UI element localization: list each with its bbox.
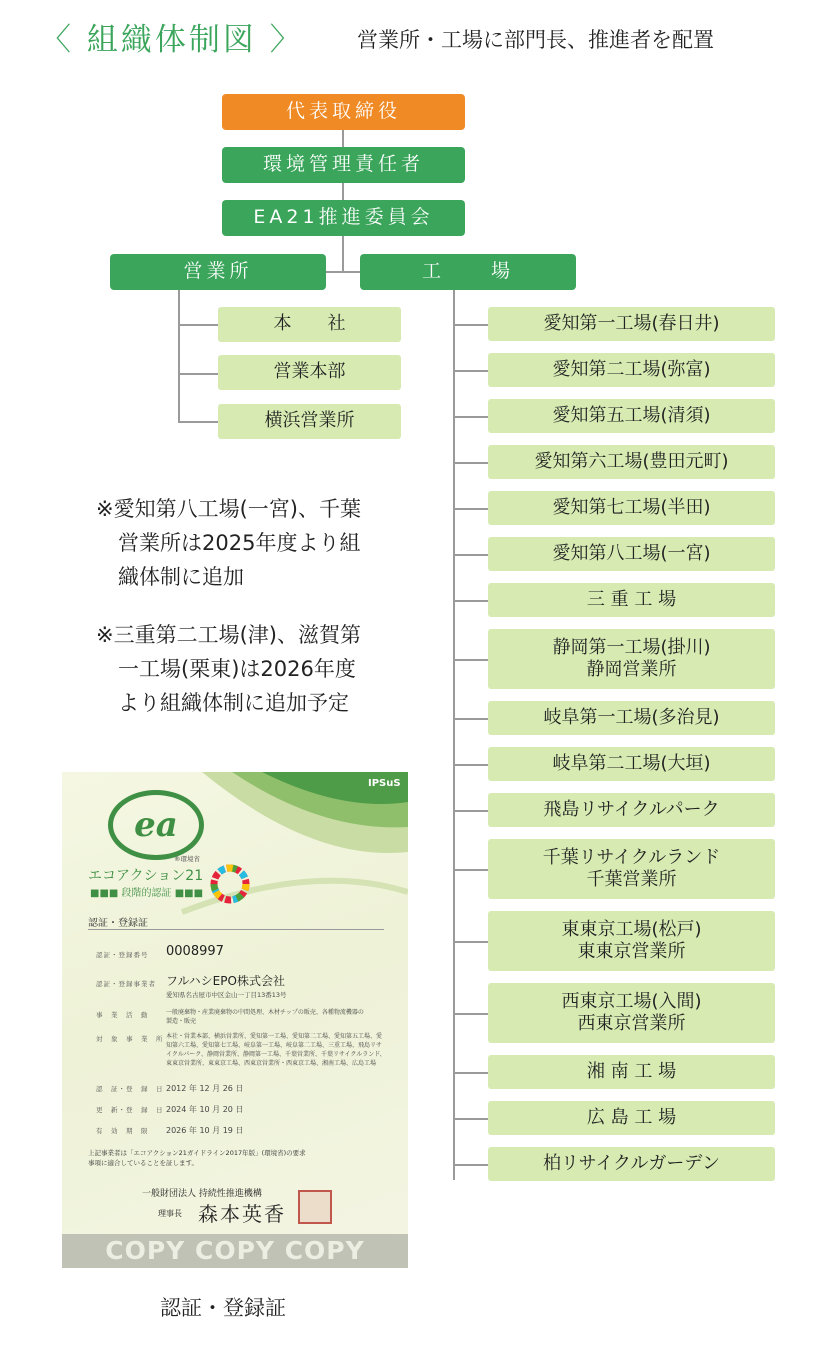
node-factory-item [488, 701, 775, 735]
node-sales-item [218, 404, 401, 439]
certificate-title: 認証・登録証 [88, 918, 148, 929]
connector-factory-tick [453, 370, 488, 372]
connector-sales-trunk [178, 290, 180, 422]
node-label: 愛知第五工場(清須) [552, 404, 711, 426]
connector-factory-tick [453, 554, 488, 556]
note-1 [96, 492, 361, 594]
field-value: フルハシEPO株式会社 [166, 974, 285, 988]
node-sales-item [218, 355, 401, 390]
node-factory-item [488, 1101, 775, 1135]
connector-factory-tick [453, 1072, 488, 1074]
field-value: 一般廃棄物・産業廃棄物の中間処理、木材チップの販売、各種物流機器の製造・販売 [166, 1009, 364, 1025]
stage-label: ■■■ 段階的認証 ■■■ [90, 888, 204, 899]
node-label: 三 重 工 場 [586, 588, 677, 610]
connector-branch-join [326, 271, 360, 273]
node-label: 代表取締役 [285, 100, 401, 123]
note-line: ※愛知第八工場(一宮)、千葉 [96, 497, 361, 521]
field-value: 愛知県名古屋市中区金山一丁目13番13号 [166, 991, 287, 999]
node-label: 工 場 [421, 260, 514, 283]
node-label: 東東京工場(松戸) [561, 918, 702, 940]
field-label: 認証・登録番号 [96, 951, 149, 959]
node-sales-branch [110, 254, 326, 290]
field-label: 事 業 活 動 [96, 1011, 149, 1019]
connector-factory-tick [453, 1013, 488, 1015]
note-line: 織体制に追加 [118, 565, 244, 589]
node-environmental-manager [222, 147, 465, 183]
node-factory-item [488, 491, 775, 525]
connector-factory-tick [453, 718, 488, 720]
connector-factory-tick [453, 600, 488, 602]
note-line: より組織体制に追加予定 [118, 691, 349, 715]
field-value: 0008997 [166, 944, 224, 959]
node-factory-item [488, 629, 775, 689]
field-label: 認証・登録事業者 [96, 980, 156, 988]
connector-factory-tick [453, 869, 488, 871]
connector-sales-h3 [178, 421, 218, 423]
connector-factory-tick [453, 810, 488, 812]
node-label: 飛島リサイクルパーク [543, 798, 720, 820]
node-sales-item [218, 307, 401, 342]
field-value: 本社・営業本部、横浜営業所、愛知第一工場、愛知第二工場、愛知第五工場、愛知第六工場、愛知第七工場、岐阜第一工場、岐阜第二工場、三重工場、飛島リサイクルパーク、静岡営業所、静岡第一工場、千葉営業所、千葉リサイクルランド、東東京営業所、東東京工場、西東京営業所・西東京工場、湘南工場、広島工場 [166, 1033, 386, 1067]
field-label: 対 象 事 業 所 [96, 1035, 164, 1043]
node-label: 西東京工場(入間) [561, 990, 702, 1012]
connector-factory-tick [453, 764, 488, 766]
node-label: 湘 南 工 場 [586, 1060, 677, 1082]
node-label: 千葉営業所 [586, 869, 677, 890]
node-factory-item [488, 747, 775, 781]
node-label: EA21推進委員会 [253, 206, 434, 229]
sdgs-wheel-icon [210, 864, 250, 904]
issuer-name: 一般財団法人 持続性推進機構 [142, 1189, 262, 1199]
connector-factory-trunk [453, 290, 455, 1180]
official-seal-icon [298, 1190, 332, 1224]
node-label: 千葉リサイクルランド [542, 846, 721, 868]
certificate-decoration [62, 772, 408, 932]
node-factory-item [488, 307, 775, 341]
ministry-mark: ®環境省 [174, 855, 200, 863]
node-label: 横浜営業所 [264, 410, 355, 432]
node-factory-item [488, 983, 775, 1043]
node-label: 柏リサイクルガーデン [542, 1152, 721, 1174]
node-label: 環境管理責任者 [262, 153, 424, 176]
node-label: 静岡第一工場(掛川) [552, 636, 711, 658]
node-factory-item [488, 1147, 775, 1181]
field-label: 更 新・登 録 日 [96, 1106, 164, 1114]
field-value: 2012 年 12 月 26 日 [166, 1084, 244, 1093]
field-value: 2026 年 10 月 19 日 [166, 1126, 244, 1135]
ipsus-badge: IPSuS [368, 778, 401, 789]
field-value: 2024 年 10 月 20 日 [166, 1105, 244, 1114]
note-2 [96, 618, 361, 720]
node-factory-item [488, 399, 775, 433]
node-label: 東東京営業所 [577, 941, 686, 962]
node-label: 愛知第一工場(春日井) [543, 312, 720, 334]
note-line: ※三重第二工場(津)、滋賀第 [96, 623, 361, 647]
node-factory-item [488, 353, 775, 387]
node-label: 岐阜第一工場(多治見) [543, 706, 720, 728]
connector-sales-h2 [178, 373, 218, 375]
node-label: 西東京営業所 [577, 1013, 686, 1034]
node-label: 愛知第八工場(一宮) [552, 542, 711, 564]
program-name: エコアクション21 [88, 868, 204, 884]
node-factory-item [488, 537, 775, 571]
field-label: 有 効 期 限 [96, 1127, 149, 1135]
node-factory-item [488, 583, 775, 617]
connector-factory-tick [453, 416, 488, 418]
connector-factory-tick [453, 941, 488, 943]
signer-title: 理事長 [158, 1209, 182, 1218]
node-factory-item [488, 793, 775, 827]
certificate-title-rule [88, 929, 384, 930]
connector-factory-tick [453, 462, 488, 464]
note-line: 営業所は2025年度より組 [118, 531, 361, 555]
page-title: 〈 組織体制図 〉 [40, 22, 304, 58]
page-subtitle: 営業所・工場に部門長、推進者を配置 [357, 28, 714, 52]
node-representative-director [222, 94, 465, 130]
node-factory-branch [360, 254, 576, 290]
node-label: 愛知第二工場(弥富) [552, 358, 711, 380]
node-label: 岐阜第二工場(大垣) [552, 752, 711, 774]
node-label: 営業本部 [273, 361, 346, 383]
node-factory-item [488, 839, 775, 899]
node-label: 愛知第六工場(豊田元町) [534, 450, 729, 472]
copy-watermark: COPY COPY COPY [62, 1234, 408, 1268]
node-factory-item [488, 911, 775, 971]
node-factory-item [488, 1055, 775, 1089]
certificate-caption: 認証・登録証 [160, 1296, 286, 1320]
connector-factory-tick [453, 508, 488, 510]
node-label: 営業所 [183, 260, 253, 283]
note-line: 一工場(栗東)は2026年度 [118, 657, 356, 681]
connector-factory-tick [453, 1118, 488, 1120]
connector-factory-tick [453, 1164, 488, 1166]
node-label: 愛知第七工場(半田) [552, 496, 711, 518]
node-ea21-committee [222, 200, 465, 236]
signer-signature: 森本英香 [198, 1202, 286, 1226]
node-label: 本 社 [273, 313, 346, 335]
certificate-image [62, 772, 408, 1268]
ea-logo-icon [108, 790, 204, 860]
node-label: 静岡営業所 [586, 659, 677, 680]
field-label: 認 証・登 録 日 [96, 1085, 164, 1093]
node-factory-item [488, 445, 775, 479]
ea-logo-text: ea [134, 805, 178, 845]
node-label: 広 島 工 場 [586, 1106, 677, 1128]
connector-factory-tick [453, 659, 488, 661]
conformity-text: 上記事業者は「エコアクション21ガイドライン2017年版」(環境省)の要求事項に適合していることを証します。 [88, 1149, 306, 1167]
connector-factory-tick [453, 324, 488, 326]
connector-sales-h1 [178, 324, 218, 326]
